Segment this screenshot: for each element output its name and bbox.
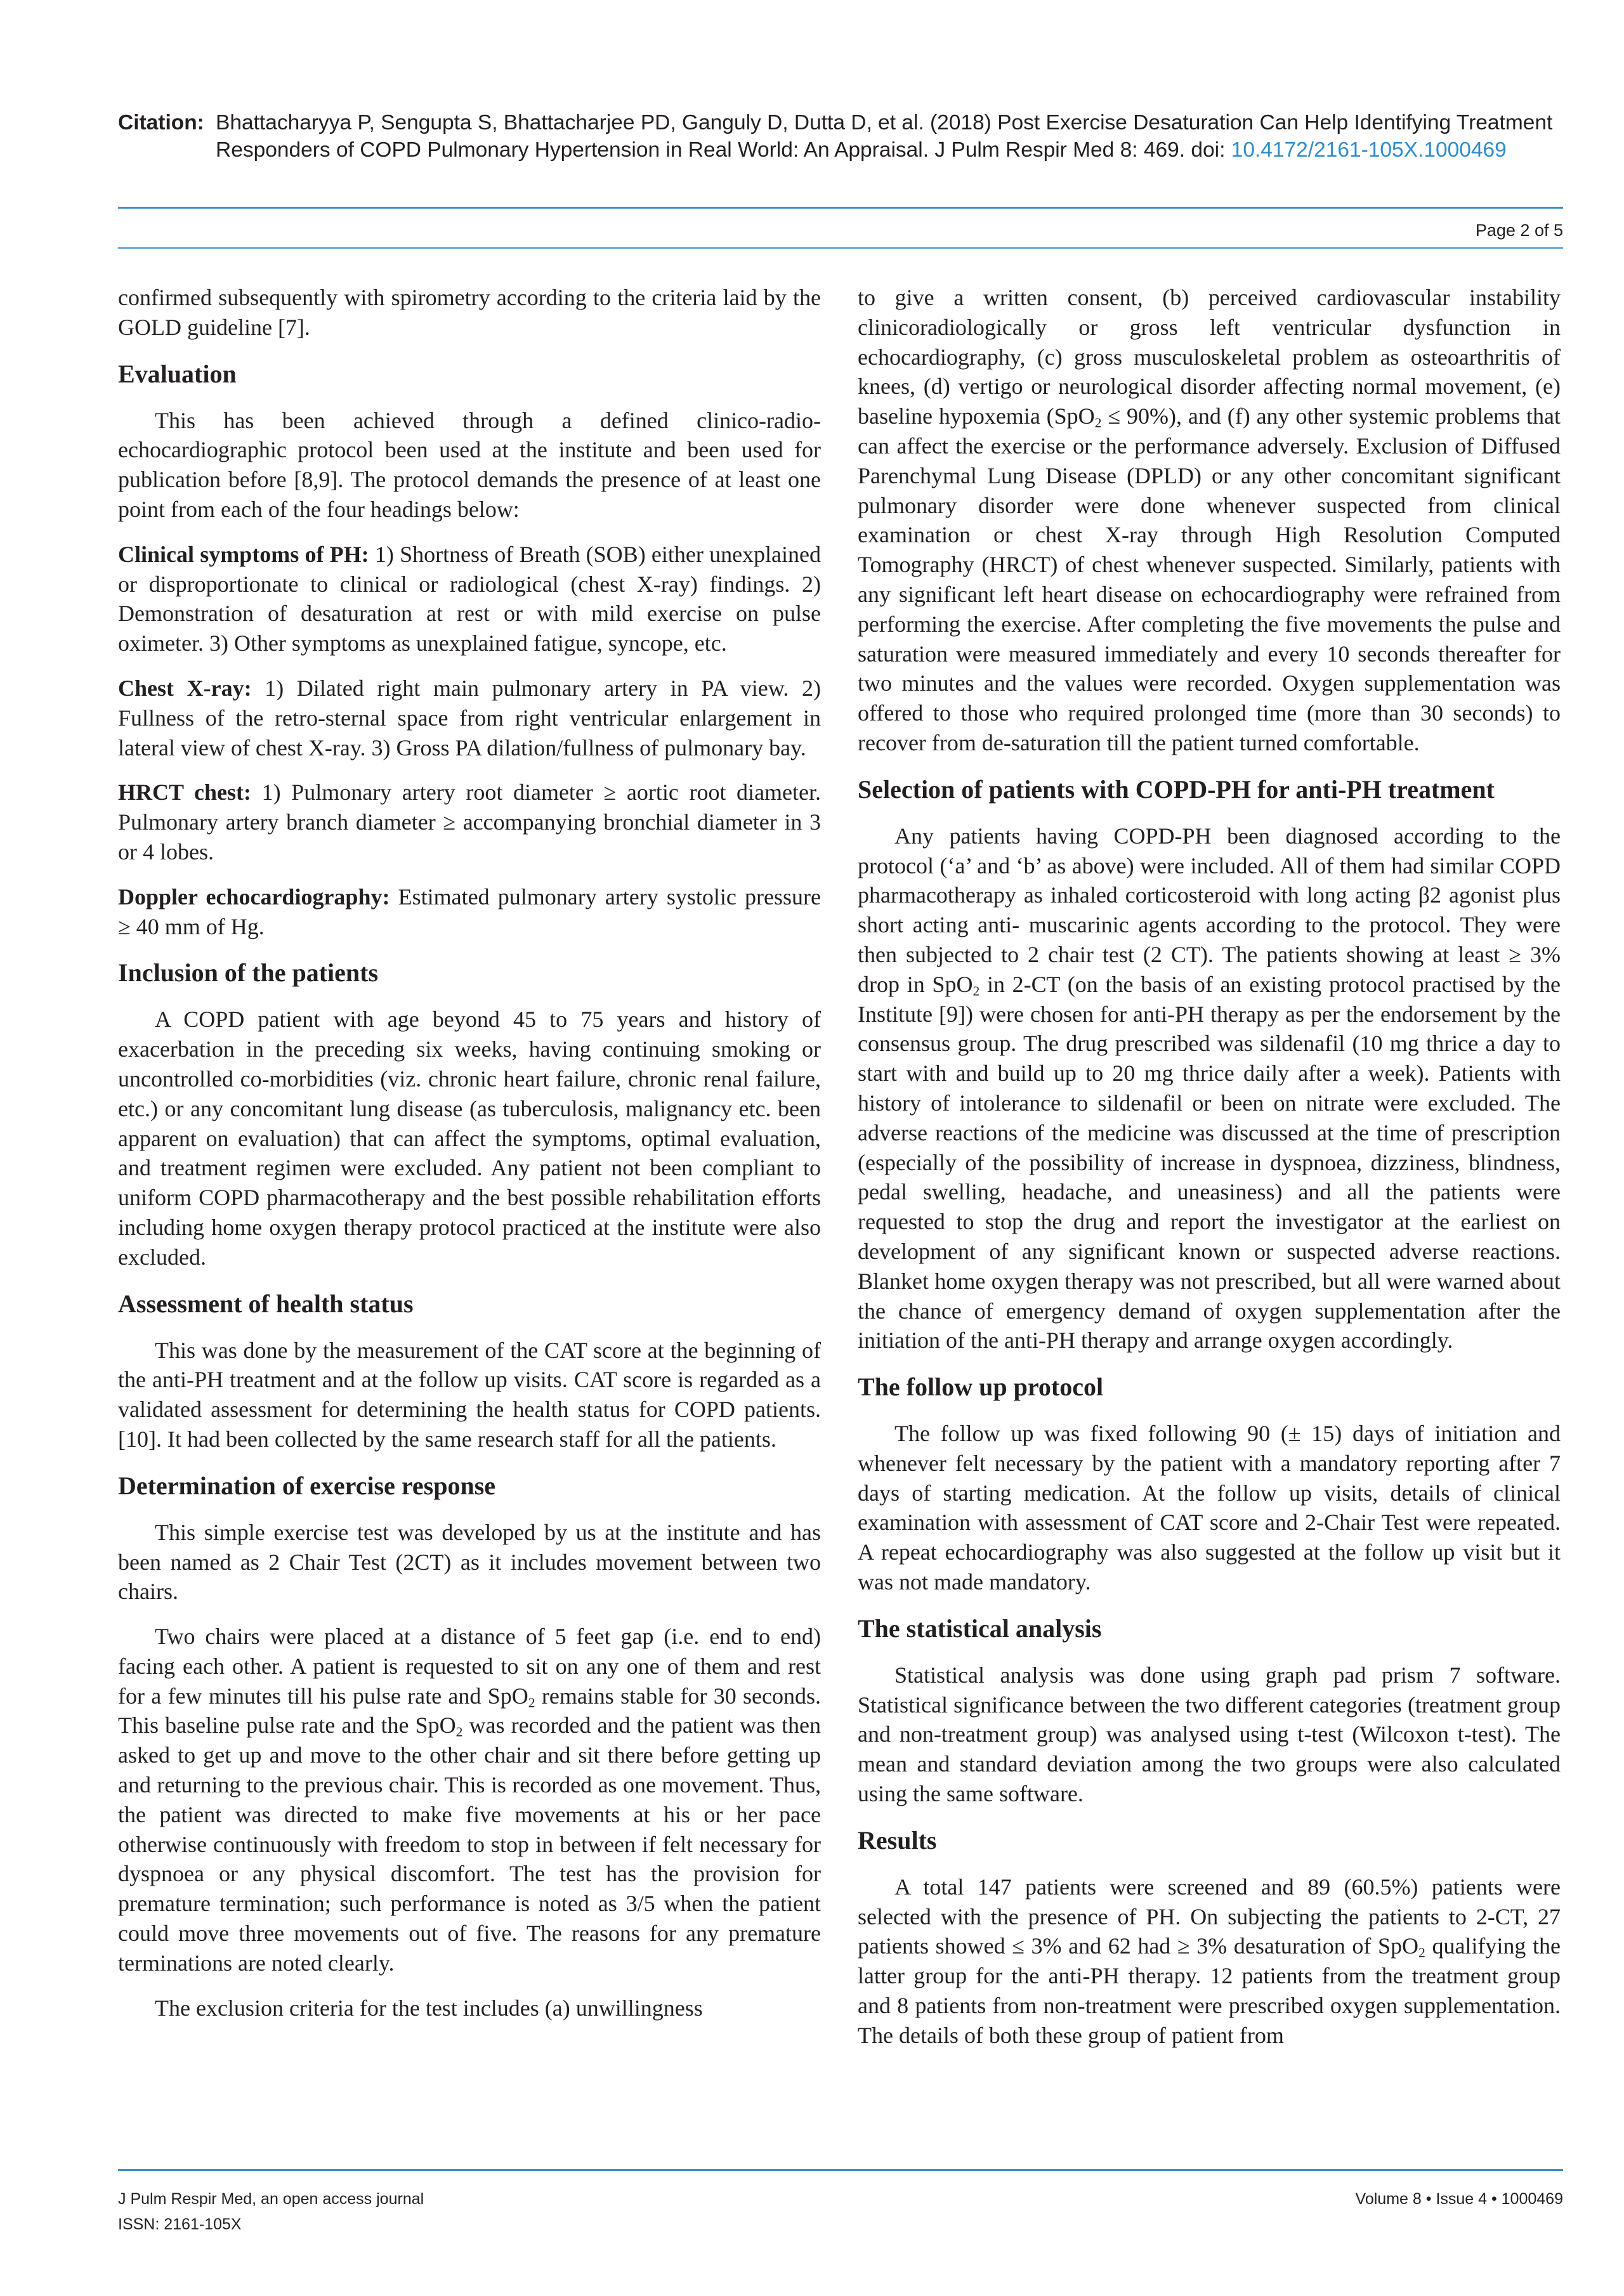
paragraph-text: was recorded and the patient was then asked to get up and move to the other chair and sit there before getting up and returning to the previous chair. This is recorded as one movement. Thus, the patient was directed to make five movements at his or her pace otherwise continuously with freedom to stop in between if felt necessary for dyspnoea or any physical discomfort. The test has the provision for premature termination; such performance is noted as 3/5 when the patient could move three movements out of five. The reasons for any premature terminations are noted clearly. xyxy=(118,1712,821,1976)
section-heading: Inclusion of the patients xyxy=(118,958,379,988)
paragraph-text: in 2-CT (on the basis of an existing protocol practised by the Institute [9]) were chosen for anti-PH therapy as per the endorsement by the consensus group. The drug prescribed was sildenafil (10 mg thrice a day to start with and build up to 20 mg thrice daily after a week). Patients with history of intolerance to sildenafil or been on nitrate were excluded. The adverse reactions of the medicine was discussed at the time of prescription (especially of the possibility of increase in dyspnoea, dizziness, blindness, pedal swelling, headache, and uneasiness) and all the patients were requested to stop the drug and report the investigator at the earliest on development of any significant known or suspected adverse reactions. Blanket home oxygen therapy was not prescribed, but all were warned about the chance of emergency demand of oxygen supplementation after the initiation of the anti-PH therapy and arrange oxygen accordingly. xyxy=(858,971,1561,1353)
paragraph-text: 1) Pulmonary artery root diameter ≥ aortic root diameter. Pulmonary artery branch diameter ≥ accompanying bronchial diameter in 3 or 4 lobes. xyxy=(118,779,822,864)
footer-rule xyxy=(118,2169,1563,2171)
paragraph: This simple exercise test was developed by us at the institute and has been named as 2 Chair Test (2CT) as it includes movement between two chairs. xyxy=(118,1519,821,1605)
paragraph xyxy=(118,1622,821,1978)
subscript: 2 xyxy=(1094,415,1102,431)
run-in-heading: Chest X-ray: xyxy=(118,675,252,701)
section-heading: Results xyxy=(858,1825,937,1855)
volume-issue: Volume 8 • Issue 4 • 1000469 xyxy=(1355,2190,1563,2208)
section-heading: Selection of patients with COPD-PH for anti-PH treatment xyxy=(858,774,1495,804)
subscript: 2 xyxy=(528,1695,535,1711)
doi-link[interactable]: 10.4172/2161-105X.1000469 xyxy=(1231,138,1507,162)
header-rule xyxy=(118,207,1563,209)
paragraph: Statistical analysis was done using graph pad prism 7 software. Statistical significance between the two different categories (treatment group and non-treatment group) was analysed using t-test (Wilcoxon t-test). The mean and standard deviation among the two groups were also calculated using the same software. xyxy=(858,1662,1561,1807)
paragraph-text: A total 147 patients were screened and 89 (60.5%) patients were selected with the presence of PH. On subjecting the patients to 2-CT, 27 patients showed ≤ 3% and 62 had ≥ 3% desaturation of SpO xyxy=(858,1874,1561,1959)
left-column xyxy=(118,283,821,2038)
paragraph xyxy=(118,674,821,762)
header-rule-lower xyxy=(118,247,1563,249)
run-in-heading: Doppler echocardiography: xyxy=(118,884,390,910)
paragraph: confirmed subsequently with spirometry according to the criteria laid by the GOLD guideline [7]. xyxy=(118,285,821,340)
citation-label: Citation: xyxy=(118,111,204,134)
paragraph: This was done by the measurement of the CAT score at the beginning of the anti-PH treatment and at the follow up visits. CAT score is regarded as a validated assessment for determining the health status for COPD patients. [10]. It had been collected by the same research staff for all the patients. xyxy=(118,1337,821,1452)
section-heading: The follow up protocol xyxy=(858,1373,1104,1402)
citation-text: Bhattacharyya P, Sengupta S, Bhattacharjee PD, Ganguly D, Dutta D, et al. (2018) Post Exercise Desaturation Can Help Identifying Treatment Responders of COPD Pulmonary Hypertension in Real World: An Appraisal. J Pulm Respir Med 8: 469. doi: xyxy=(216,111,1553,162)
paragraph xyxy=(118,540,821,658)
paragraph xyxy=(858,821,1561,1355)
paragraph xyxy=(118,778,821,866)
paragraph-text: Two chairs were placed at a distance of 5 feet gap (i.e. end to end) facing each other. A patient is requested to sit on any one of them and rest for a few minutes till his pulse rate and SpO xyxy=(118,1624,821,1709)
paragraph: A COPD patient with age beyond 45 to 75 years and history of exacerbation in the preceding six weeks, having continuing smoking or uncontrolled co-morbidities (viz. chronic heart failure, chronic renal failure, etc.) or any concomitant lung disease (as tuberculosis, malignancy etc. been apparent on evaluation) that can affect the symptoms, optimal evaluation, and treatment regimen were excluded. Any patient not been compliant to uniform COPD pharmacotherapy and the best possible rehabilitation efforts including home oxygen therapy protocol practiced at the institute were also excluded. xyxy=(118,1007,821,1270)
paragraph: The exclusion criteria for the test includes (a) unwillingness xyxy=(155,1995,703,2021)
subscript: 2 xyxy=(1418,1945,1425,1960)
footer-right xyxy=(1356,2186,1563,2212)
paragraph xyxy=(858,1872,1561,2051)
run-in-heading: HRCT chest: xyxy=(118,779,251,806)
run-in-heading: Clinical symptoms of PH: xyxy=(118,541,369,567)
paragraph-text: ≤ 90%), and (f) any other systemic problems that can affect the exercise or the performance adversely. Exclusion of Diffused Parenchymal Lung Disease (DPLD) or any other concomitant significant pulmonary disorder were done whenever suspected from clinical examination or chest X-ray through High Resolution Computed Tomography (HRCT) of chest whenever suspected. Similarly, patients with any significant left heart disease on echocardiography were refrained from performing the exercise. After completing the five movements the pulse and saturation were measured immediately and every 10 seconds thereafter for two minutes and the values were recorded. Oxygen supplementation was offered to those who required prolonged time (more than 30 seconds) to recover from de-saturation till the patient turned comfortable. xyxy=(858,403,1561,755)
section-heading: Determination of exercise response xyxy=(118,1471,496,1500)
paragraph: The follow up was fixed following 90 (± 15) days of initiation and whenever felt necessary by the patient with a mandatory reporting after 7 days of starting medication. At the follow up visits, details of clinical examination with assessment of CAT score and 2-Chair Test were repeated. A repeat echocardiography was also suggested at the follow up visit but it was not made mandatory. xyxy=(858,1421,1561,1595)
paragraph-text: 1) Dilated right main pulmonary artery in PA view. 2) Fullness of the retro-sternal space from right ventricular enlargement in lateral view of chest X-ray. 3) Gross PA dilation/fullness of pulmonary bay. xyxy=(118,675,821,760)
journal-name: J Pulm Respir Med, an open access journal xyxy=(118,2190,424,2208)
paragraph-text: Estimated pulmonary artery systolic pressure ≥ 40 mm of Hg. xyxy=(118,884,821,939)
paragraph-text: 1) Shortness of Breath (SOB) either unexplained or disproportionate to clinical or radiological (chest X-ray) findings. 2) Demonstration of desaturation at rest or with mild exercise on pulse oximeter. 3) Other symptoms as unexplained fatigue, syncope, etc. xyxy=(118,541,822,656)
paragraph-text: Any patients having COPD-PH been diagnosed according to the protocol (‘a’ and ‘b’ as above) were included. All of them had similar COPD pharmacotherapy as inhaled corticosteroid with long acting β2 agonist plus short acting anti- muscarinic agents according to the protocol. They were then subjected to 2 chair test (2 CT). The patients showing at least ≥ 3% drop in SpO xyxy=(858,823,1561,997)
paragraph xyxy=(118,882,821,942)
page-number: Page 2 of 5 xyxy=(1475,221,1563,240)
footer-left xyxy=(118,2186,424,2237)
subscript: 2 xyxy=(972,983,980,999)
section-heading: Evaluation xyxy=(118,359,237,388)
subscript: 2 xyxy=(455,1724,463,1740)
paragraph: This has been achieved through a defined clinico-radio-echocardiographic protocol been used at the institute and been used for publication before [8,9]. The protocol demands the presence of at least one point from each of the four headings below: xyxy=(118,407,821,522)
right-column xyxy=(858,283,1561,2066)
paragraph xyxy=(858,283,1561,758)
issn: ISSN: 2161-105X xyxy=(118,2215,242,2233)
section-heading: Assessment of health status xyxy=(118,1289,414,1318)
paragraph-text: remains stable for 30 seconds. This baseline pulse rate and the SpO xyxy=(118,1683,821,1738)
paragraph-text: to give a written consent, (b) perceived cardiovascular instability clinicoradiologically or gross left ventricular dysfunction in echocardiography, (c) gross musculoskeletal problem as osteoarthritis of knees, (d) vertigo or neurological disorder affecting normal movement, (e) baseline hypoxemia (SpO xyxy=(858,285,1561,429)
section-heading: The statistical analysis xyxy=(858,1614,1102,1643)
citation-block xyxy=(118,109,1563,162)
paragraph-text: qualifying the latter group for the anti-PH therapy. 12 patients from the treatment group and 8 patients from non-treatment were prescribed oxygen supplementation. The details of both these group of patient from xyxy=(858,1933,1561,2048)
